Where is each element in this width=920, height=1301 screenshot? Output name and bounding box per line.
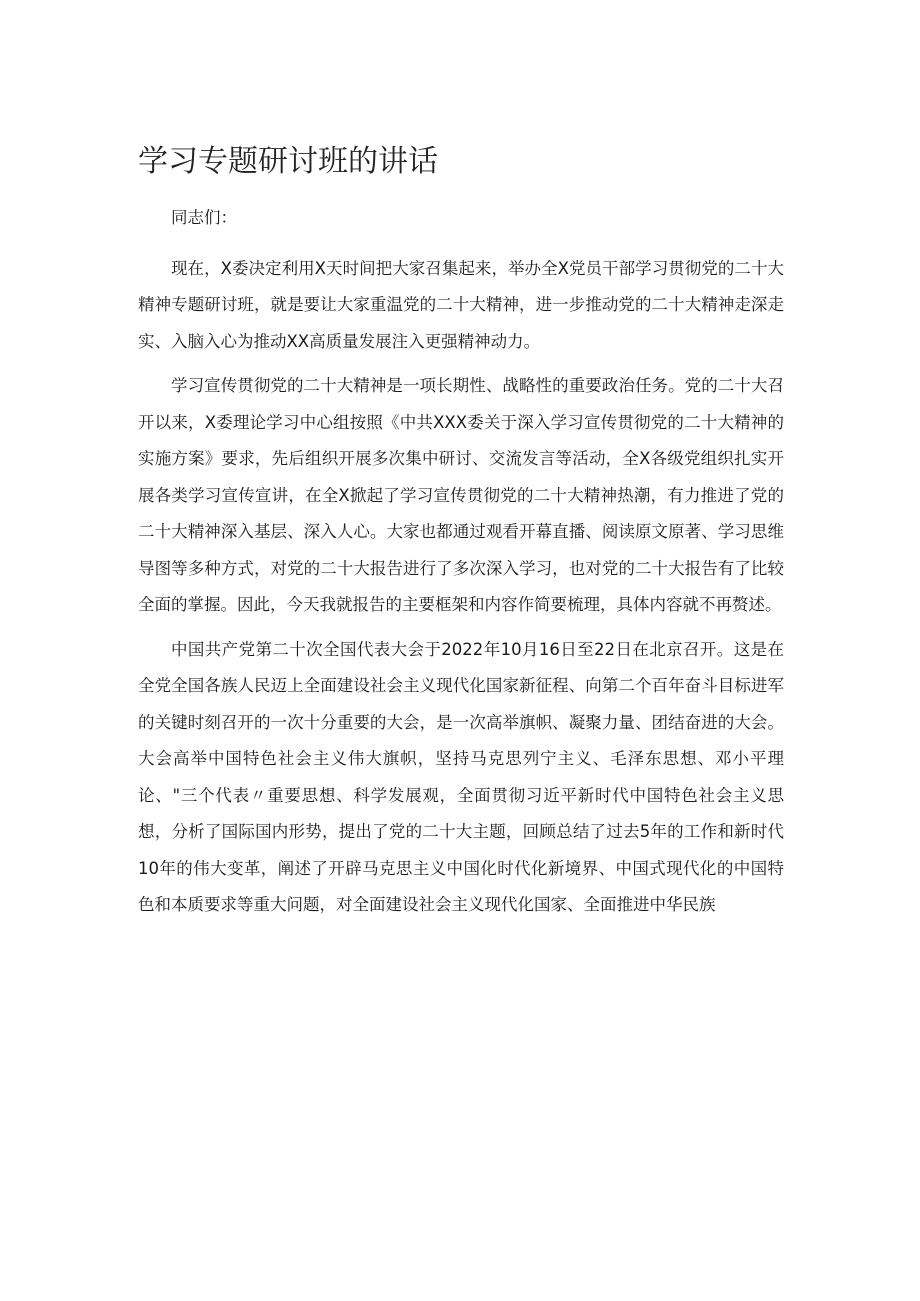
paragraph-1: 现在，X委决定利用X天时间把大家召集起来，举办全X党员干部学习贯彻党的二十大精神专题研讨班，就是要让大家重温党的二十大精神，进一步推动党的二十大精神走深走实、入脑入心为推动XX高质量发展注入更强精神动力。 [138, 258, 784, 351]
document-title: 学习专题研讨班的讲话 [138, 144, 438, 179]
paragraph-2: 学习宣传贯彻党的二十大精神是一项长期性、战略性的重要政治任务。党的二十大召开以来，X委理论学习中心组按照《中共XXX委关于深入学习宣传贯彻党的二十大精神的实施方案》要求，先后组织开展多次集中研讨、交流发言等活动，全X各级党组织扎实开展各类学习宣传宣讲，在全X掀起了学习宣传贯彻党的二十大精神热潮，有力推进了党的二十大精神深入基层、深入人心。大家也都通过观看开幕直播、阅读原文原著、学习思维导图等多种方式，对党的二十大报告进行了多次深入学习，也对党的二十大报告有了比较全面的掌握。因此，今天我就报告的主要框架和内容作简要梳理，具体内容就不再赘述。 [138, 376, 784, 614]
document-body [138, 200, 784, 932]
paragraph-3: 中国共产党第二十次全国代表大会于2022年10月16日至22日在北京召开。这是在全党全国各族人民迈上全面建设社会主义现代化国家新征程、向第二个百年奋斗目标进军的关键时刻召开的一次十分重要的大会，是一次高举旗帜、凝聚力量、团结奋进的大会。大会高举中国特色社会主义伟大旗帜，坚持马克思列宁主义、毛泽东思想、邓小平理论、"三个代表〃重要思想、科学发展观，全面贯彻习近平新时代中国特色社会主义思想，分析了国际国内形势，提出了党的二十大主题，回顾总结了过去5年的工作和新时代10年的伟大变革，阐述了开辟马克思主义中国化时代化新境界、中国式现代化的中国特色和本质要求等重大问题，对全面建设社会主义现代化国家、全面推进中华民族 [138, 639, 784, 914]
salutation: 同志们： [171, 208, 237, 227]
